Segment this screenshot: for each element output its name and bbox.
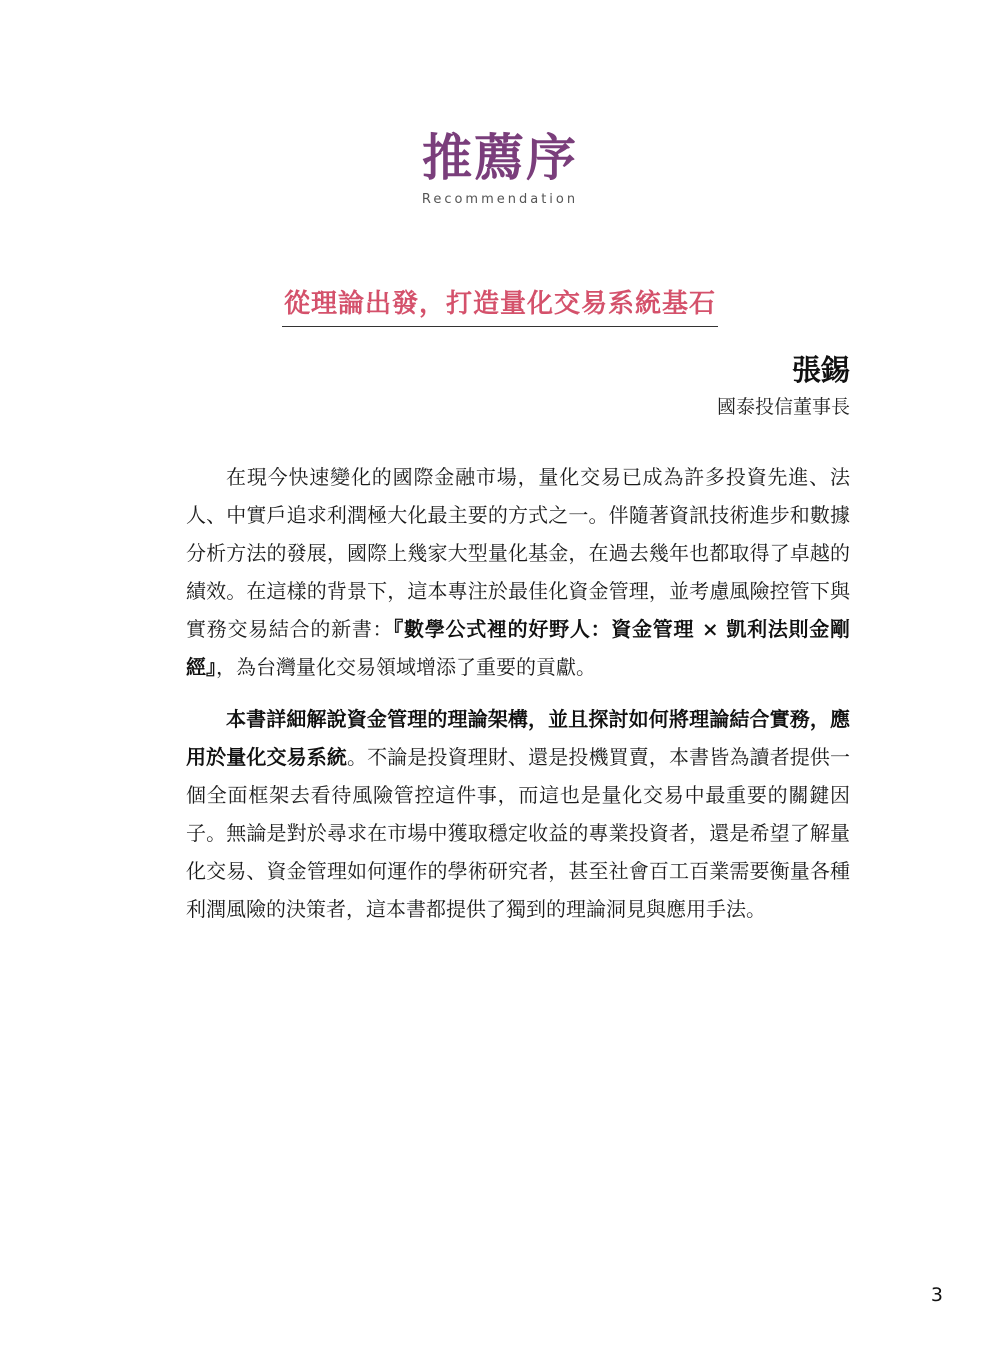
section-heading — [0, 128, 1000, 207]
article-title: 從理論出發，打造量化交易系統基石 — [282, 284, 718, 327]
paragraph-2-text: 。不論是投資理財、還是投機買賣，本書皆為讀者提供一個全面框架去看待風險管控這件事，而這也是量化交易中最重要的關鍵因子。無論是對於尋求在市場中獲取穩定收益的專業投資者，還是希望了解量化交易、資金管理如何運作的學術研究者，甚至社會百工百業需要衡量各種利潤風險的決策者，這本書都提供了獨到的理論洞見與應用手法。 — [186, 745, 850, 921]
section-subtitle: Recommendation — [421, 192, 579, 207]
page-number: 3 — [930, 1284, 943, 1306]
author-name: 張錫 — [791, 353, 850, 387]
author-role: 國泰投信董事長 — [716, 396, 850, 418]
article-body — [186, 458, 850, 942]
paragraph-1 — [186, 458, 850, 686]
article-title-wrap — [0, 284, 1000, 327]
paragraph-2-emphasis: 本書詳細解說資金管理的理論架構，並且探討如何將理論結合實務，應用於量化交易系統 — [186, 707, 850, 769]
author-block — [717, 350, 850, 422]
book-title: 『數學公式裡的好野人：資金管理 × 凱利法則金剛經』 — [186, 617, 851, 679]
section-title: 推薦序 — [422, 129, 578, 187]
paragraph-1-text-a: 在現今快速變化的國際金融市場，量化交易已成為許多投資先進、法人、中實戶追求利潤極大化最主要的方式之一。伴隨著資訊技術進步和數據分析方法的發展，國際上幾家大型量化基金，在過去幾年也都取得了卓越的績效。在這樣的背景下，這本專注於最佳化資金管理，並考慮風險控管下與實務交易結合的新書： — [186, 465, 850, 641]
paragraph-1-text-b: ，為台灣量化交易領域增添了重要的貢獻。 — [216, 655, 596, 679]
paragraph-2 — [186, 700, 850, 928]
